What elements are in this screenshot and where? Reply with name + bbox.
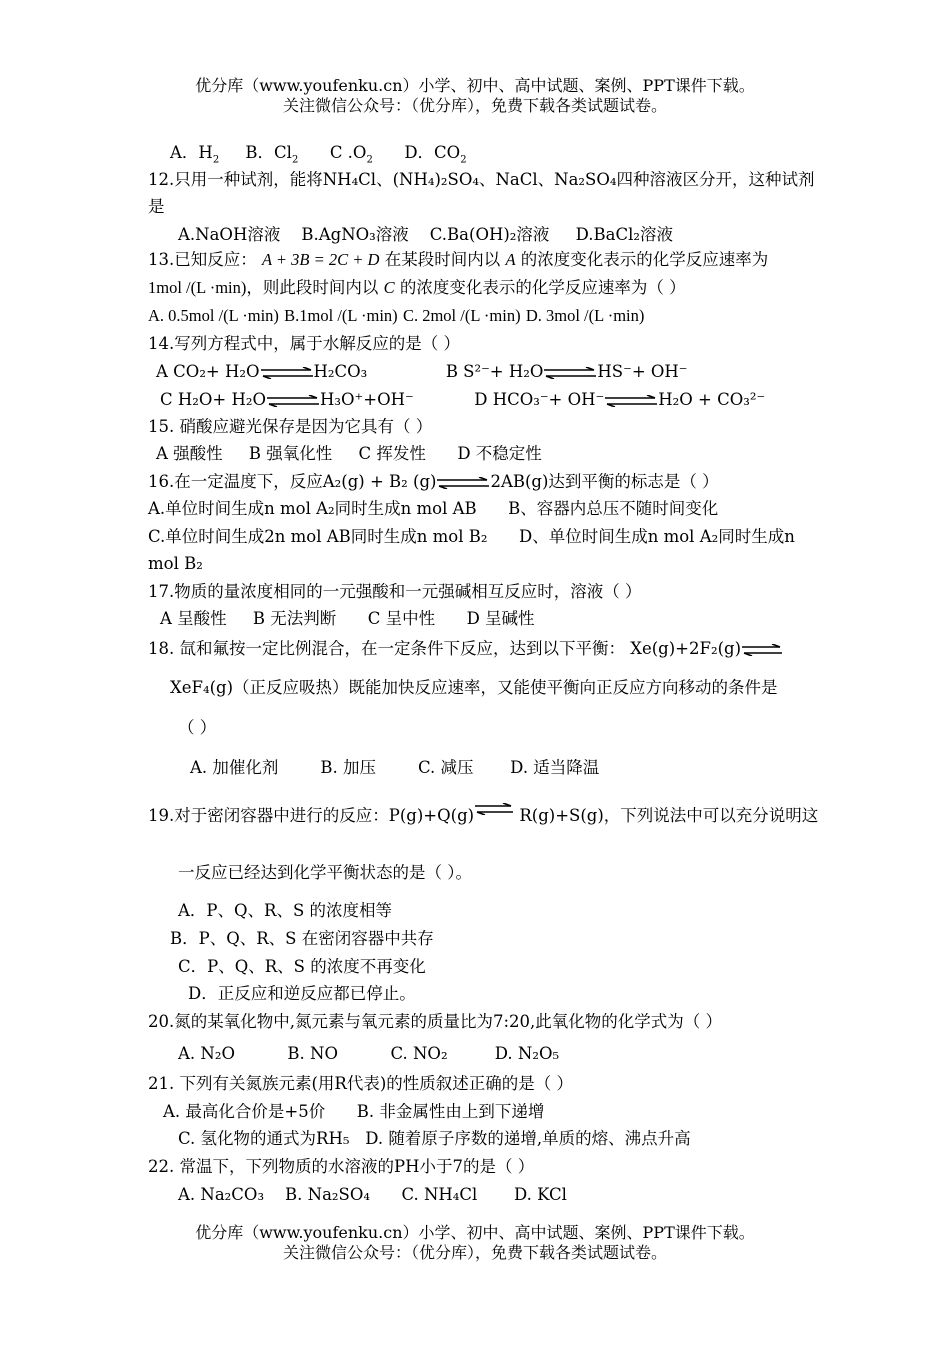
q16-option-d-cont: mol B₂ — [148, 554, 203, 573]
q11-option-b: B．Cl — [245, 143, 292, 162]
q20-stem: 20.氮的某氧化物中,氮元素与氧元素的质量比为7:20,此氧化物的化学式为（ ） — [148, 1012, 723, 1031]
equilibrium-arrow-icon — [544, 367, 596, 379]
q12-option-d: D.BaCl₂溶液 — [575, 225, 674, 244]
q13-part-1: 13.已知反应： — [148, 250, 257, 269]
q16-option-a: A.单位时间生成n mol A₂同时生成n mol AB — [148, 499, 477, 518]
q11-option-d: D．CO — [404, 143, 461, 162]
q13-equation: A + 3B = 2C + D — [262, 250, 380, 269]
q13-part-5: 的浓度变化表示的化学反应速率为（ ） — [399, 278, 686, 297]
q19-option-a: A．P、Q、R、S 的浓度相等 — [178, 901, 393, 920]
q11-options: A．$H_2$ B．$Cl_2$ C $.O_2$ D．$CO_2$ — [170, 143, 467, 166]
q21-stem: 21. 下列有关氮族元素(用R代表)的性质叙述正确的是（ ） — [148, 1074, 574, 1093]
q14-option-c-right: H₃O⁺+OH⁻ — [320, 390, 414, 409]
equilibrium-arrow-icon — [437, 477, 489, 489]
q14-option-a-right: H₂CO₃ — [313, 362, 368, 381]
q14-stem: 14.写列方程式中，属于水解反应的是（ ） — [148, 334, 460, 353]
q16-option-d: D、单位时间生成n mol A₂同时生成n — [519, 527, 795, 546]
q11-option-c: C .O — [329, 143, 367, 162]
q21-row-ab — [163, 1101, 544, 1123]
q14-option-d-right: H₂O + CO₃²⁻ — [658, 390, 766, 409]
q12-options — [178, 224, 673, 246]
q15-stem: 15. 硝酸应避光保存是因为它具有（ ） — [148, 417, 433, 436]
q14-option-b-left: B S²⁻+ H₂O — [445, 362, 544, 381]
q14-option-c-left: C H₂O+ H₂O — [160, 390, 267, 409]
q14-row-cd — [160, 389, 765, 411]
q16-stem — [148, 471, 719, 493]
q19-option-d: D．正反应和逆反应都已停止。 — [188, 984, 416, 1003]
q16-option-b: B、容器内总压不随时间变化 — [508, 499, 719, 518]
q19-option-c: C．P、Q、R、S 的浓度不再变化 — [178, 957, 426, 976]
q16-stem-part-2: 2AB(g)达到平衡的标志是（ ） — [490, 472, 719, 491]
q18-options: A. 加催化剂 B. 加压 C. 减压 D. 适当降温 — [190, 758, 600, 777]
q17-options: A 呈酸性 B 无法判断 C 呈中性 D 呈碱性 — [160, 609, 535, 628]
q21-option-c: C. 氢化物的通式为RH₅ — [178, 1129, 350, 1148]
q12-option-b: B.AgNO₃溶液 — [301, 225, 409, 244]
q18-stem-part-1: 18. 氙和氟按一定比例混合，在一定条件下反应，达到以下平衡： Xe(g)+2F₂(g) — [148, 639, 742, 658]
q19-option-b: B．P、Q、R、S 在密闭容器中共存 — [170, 929, 434, 948]
q13-part-4: ，则此段时间内以 — [246, 278, 379, 297]
q12-stem-cont: 是 — [148, 197, 165, 216]
footer-line-1: 优分库（www.youfenku.cn）小学、初中、高中试题、案例、PPT课件下载。 — [195, 1223, 755, 1242]
q21-option-b: B. 非金属性由上到下递增 — [356, 1102, 545, 1121]
q22-options: A. Na₂CO₃ B. Na₂SO₄ C. NH₄Cl D. KCl — [178, 1185, 567, 1204]
q19-stem-part-1: 19.对于密闭容器中进行的反应：P(g)+Q(g) — [148, 806, 475, 825]
q19-stem-cont: 一反应已经达到化学平衡状态的是（ ）。 — [178, 863, 472, 882]
q13-option-a: A. 0.5mol /(L ·min) — [148, 306, 279, 325]
q13-stem — [148, 249, 768, 271]
q14-option-a-left: A CO₂+ H₂O — [156, 362, 260, 381]
q20-options: A. N₂O B. NO C. NO₂ D. N₂O₅ — [178, 1044, 560, 1063]
q13-option-d: D. 3mol /(L ·min) — [525, 306, 645, 325]
q13-stem-2 — [148, 277, 686, 299]
q14-row-ab — [156, 361, 688, 383]
q11-option-a: A．H — [170, 143, 213, 162]
equilibrium-arrow-icon — [475, 803, 513, 815]
equilibrium-arrow-icon — [605, 395, 657, 407]
q21-row-cd — [178, 1128, 691, 1150]
q13-option-b: B.1mol /(L ·min) — [284, 306, 398, 325]
q15-options: A 强酸性 B 强氧化性 C 挥发性 D 不稳定性 — [156, 444, 542, 463]
equilibrium-arrow-icon — [261, 367, 313, 379]
q18-stem — [148, 638, 783, 660]
q13-part-2: 在某段时间内以 — [384, 250, 501, 269]
q16-stem-part-1: 16.在一定温度下，反应A₂(g) + B₂ (g) — [148, 472, 437, 491]
q22-stem: 22. 常温下，下列物质的水溶液的PH小于7的是（ ） — [148, 1157, 535, 1176]
q13-option-c: C. 2mol /(L ·min) — [402, 306, 521, 325]
q19-stem — [148, 805, 818, 827]
q16-option-c: C.单位时间生成2n mol AB同时生成n mol B₂ — [148, 527, 488, 546]
q14-option-d-left: D HCO₃⁻+ OH⁻ — [474, 390, 605, 409]
header-line-1: 优分库（www.youfenku.cn）小学、初中、高中试题、案例、PPT课件下载。 — [195, 76, 755, 95]
equilibrium-arrow-icon — [742, 644, 782, 656]
q14-option-b-right: HS⁻+ OH⁻ — [597, 362, 688, 381]
q19-stem-part-2: R(g)+S(g)，下列说法中可以充分说明这 — [519, 806, 819, 825]
q16-row-ab — [148, 498, 718, 520]
q13-var-a: A — [505, 250, 516, 269]
q21-option-d: D. 随着原子序数的递增,单质的熔、沸点升高 — [365, 1129, 691, 1148]
equilibrium-arrow-icon — [267, 395, 319, 407]
q12-stem: 12.只用一种试剂，能将NH₄Cl、(NH₄)₂SO₄、NaCl、Na₂SO₄四种溶液区分开，这种试剂 — [148, 170, 815, 189]
q18-stem-cont: XeF₄(g)（正反应吸热）既能加快反应速率，又能使平衡向正反应方向移动的条件是 — [170, 678, 778, 697]
q13-rate: 1mol /(L ·min) — [148, 278, 247, 297]
header-line-2: 关注微信公众号：（优分库），免费下载各类试题试卷。 — [282, 96, 667, 115]
q18-blank: （ ） — [178, 718, 217, 737]
q13-var-c: C — [383, 278, 395, 297]
q12-option-c: C.Ba(OH)₂溶液 — [429, 225, 550, 244]
q13-options — [148, 305, 644, 327]
footer-line-2: 关注微信公众号：（优分库），免费下载各类试题试卷。 — [282, 1243, 667, 1262]
q17-stem: 17.物质的量浓度相同的一元强酸和一元强碱相互反应时，溶液（ ） — [148, 582, 642, 601]
q21-option-a: A. 最高化合价是+5价 — [163, 1102, 326, 1121]
q12-option-a: A.NaOH溶液 — [178, 225, 281, 244]
q16-row-cd — [148, 526, 795, 548]
q13-part-3: 的浓度变化表示的化学反应速率为 — [520, 250, 769, 269]
